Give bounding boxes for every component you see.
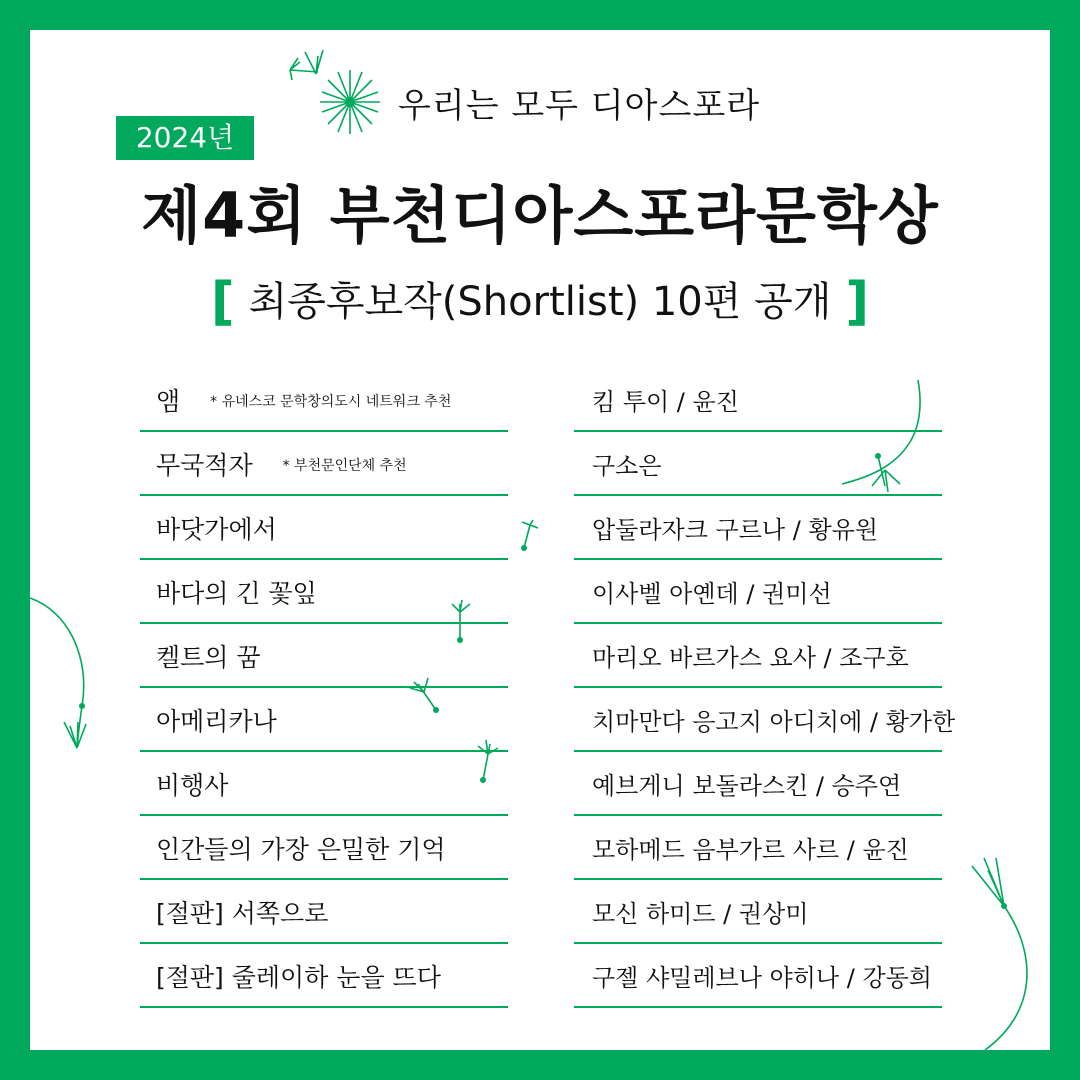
book-title: 바닷가에서 [156,515,277,544]
list-item [574,432,942,496]
list-item [574,688,956,752]
list-item [574,368,942,432]
list-item [574,880,942,944]
recommendation-note: * 유네스코 문학창의도시 네트워크 추천 [210,394,452,410]
book-title: 바다의 긴 꽃잎 [156,579,317,608]
year-badge: 2024년 [116,116,254,160]
book-title: 인간들의 가장 은밀한 기억 [156,835,446,864]
author-translator: 치마만다 응고지 아디치에 / 황가한 [592,708,956,736]
author-translator: 압둘라자크 구르나 / 황유원 [592,516,878,544]
list-item [140,560,508,624]
list-item [140,880,508,944]
list-item [574,496,942,560]
list-item [140,624,508,688]
list-item [140,752,508,816]
book-title-list [140,368,508,1008]
list-item [574,816,942,880]
author-translator-list [574,368,956,1008]
list-item [574,560,942,624]
list-item [574,624,942,688]
list-item [574,944,942,1008]
author-translator: 모하메드 음부가르 사르 / 윤진 [592,836,909,864]
book-title: 켈트의 꿈 [156,643,261,672]
list-item [140,368,508,432]
book-title: [절판] 줄레이하 눈을 뜨다 [156,963,441,992]
close-bracket: ] [845,272,870,332]
author-translator: 이사벨 아옌데 / 권미선 [592,580,832,608]
author-translator: 구젤 샤밀레브나 야히나 / 강동희 [592,964,932,992]
open-bracket: [ [210,272,235,332]
tagline: 우리는 모두 디아스포라 [398,86,761,126]
book-title: 비행사 [156,771,229,800]
author-translator: 구소은 [592,452,662,480]
list-item [140,688,508,752]
author-translator: 킴 투이 / 윤진 [592,388,739,416]
book-title: 아메리카나 [156,707,277,736]
author-translator: 마리오 바르가스 요사 / 조구호 [592,644,909,672]
page-title: 제4회 부천디아스포라문학상 [141,179,939,252]
list-item [140,816,508,880]
book-title: 무국적자 [156,451,253,480]
list-item [574,752,942,816]
book-title: 앰 [156,387,181,416]
author-translator: 모신 하미드 / 권상미 [592,900,809,928]
subtitle [0,270,1080,332]
subtitle-text: 최종후보작(Shortlist) 10편 공개 [248,279,832,325]
book-title: [절판] 서쪽으로 [156,899,329,928]
list-item [140,944,508,1008]
list-item [140,496,508,560]
recommendation-note: * 부천문인단체 추천 [282,458,407,474]
author-translator: 예브게니 보돌라스킨 / 승주연 [592,772,902,800]
list-item [140,432,508,496]
